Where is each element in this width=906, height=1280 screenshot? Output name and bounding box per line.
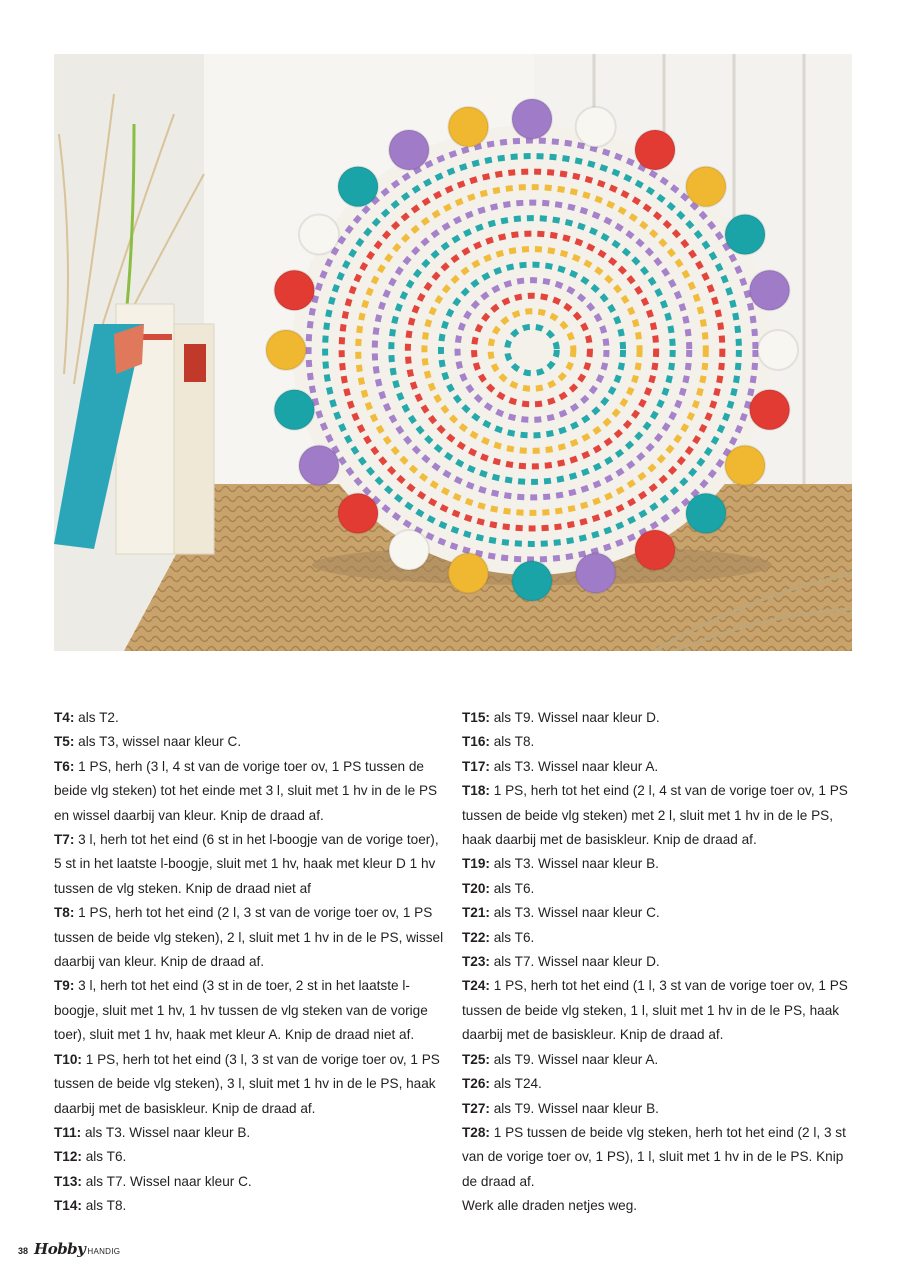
round-text: als T8. (489, 734, 535, 750)
instruction-row (54, 974, 446, 1047)
instruction-row (462, 926, 854, 950)
round-label: T12: (54, 1149, 82, 1165)
round-text: als T3. Wissel naar kleur B. (81, 1124, 251, 1140)
round-text: als T3. Wissel naar kleur C. (489, 905, 660, 921)
round-label: T11: (54, 1124, 82, 1140)
round-text: Werk alle draden netjes weg. (462, 1198, 638, 1214)
left-instructions-column (54, 706, 446, 1219)
instruction-row (54, 828, 446, 901)
round-text: 1 PS, herh tot het eind (3 l, 3 st van de vorige toer ov, 1 PS tussen de beide vlg steken), 3 l, sluit met 1 hv in de le PS, haak daarbij met de basiskleur. Knip de draad af. (54, 1051, 440, 1116)
instruction-row (462, 852, 854, 876)
instruction-row (54, 755, 446, 828)
round-text: als T3. Wissel naar kleur A. (489, 758, 659, 774)
round-label: T21: (462, 905, 490, 921)
round-label: T13: (54, 1173, 82, 1189)
round-label: T9: (54, 978, 75, 994)
instruction-row (462, 877, 854, 901)
right-instructions-column (462, 706, 854, 1219)
instruction-row (462, 1072, 854, 1096)
round-label: T28: (462, 1124, 490, 1140)
instruction-row (54, 1194, 446, 1218)
round-text: als T8. (81, 1198, 127, 1214)
round-text: als T3, wissel naar kleur C. (74, 734, 242, 750)
instruction-row (462, 950, 854, 974)
instruction-row (462, 1097, 854, 1121)
page-number: 38 (18, 1246, 29, 1256)
instruction-row (462, 974, 854, 1047)
instruction-row (462, 730, 854, 754)
round-text: 1 PS tussen de beide vlg steken, herh tot het eind (2 l, 3 st van de vorige toer ov, 1 PS), 1 l, sluit met 1 hv in de le PS. Knip de draad af. (462, 1124, 846, 1189)
instruction-row (54, 1145, 446, 1169)
round-text: als T7. Wissel naar kleur C. (81, 1173, 252, 1189)
instruction-row (54, 1048, 446, 1121)
instruction-row (462, 1121, 854, 1194)
instruction-row (462, 1048, 854, 1072)
round-label: T19: (462, 856, 490, 872)
instruction-row (54, 901, 446, 974)
instruction-row (54, 1170, 446, 1194)
round-label: T20: (462, 880, 490, 896)
instruction-row (54, 706, 446, 730)
round-text: 1 PS, herh (3 l, 4 st van de vorige toer ov, 1 PS tussen de beide vlg steken) tot het einde met 3 l, sluit met 1 hv in de le PS en wissel daarbij van kleur. Knip de draad af. (54, 758, 438, 823)
round-text: als T6. (489, 929, 535, 945)
round-label: T14: (54, 1198, 82, 1214)
pillow-illustration (54, 54, 852, 651)
round-label: T25: (462, 1051, 490, 1067)
round-text: 3 l, herh tot het eind (6 st in het l-boogje van de vorige toer), 5 st in het laatste l-boogje, sluit met 1 hv, haak met kleur D 1 hv tussen de vlg steken. Knip de draad niet af (54, 832, 439, 896)
instruction-row (54, 730, 446, 754)
instruction-row (462, 1194, 854, 1218)
round-label: T18: (462, 783, 490, 799)
round-text: 1 PS, herh tot het eind (2 l, 3 st van de vorige toer ov, 1 PS tussen de beide vlg steken), 2 l, sluit met 1 hv in de le PS, wissel daarbij van kleur. Knip de draad af. (54, 905, 444, 970)
round-text: als T6. (489, 880, 535, 896)
round-text: als T3. Wissel naar kleur B. (489, 856, 659, 872)
round-label: T8: (54, 905, 75, 921)
round-text: als T24. (489, 1076, 542, 1092)
round-text: als T7. Wissel naar kleur D. (489, 954, 660, 970)
instruction-row (54, 1121, 446, 1145)
round-label: T27: (462, 1100, 490, 1116)
page-footer (18, 1240, 120, 1260)
round-text: als T2. (74, 710, 119, 725)
round-text: als T9. Wissel naar kleur A. (489, 1051, 659, 1067)
round-text: 1 PS, herh tot het eind (2 l, 4 st van de vorige toer ov, 1 PS tussen de beide vlg steken) met 2 l, sluit met 1 hv in de le PS, haak daarbij met de basiskleur. Knip de draad af. (462, 783, 848, 848)
round-label: T10: (54, 1051, 82, 1067)
instruction-row (462, 779, 854, 852)
round-label: T7: (54, 832, 75, 848)
round-label: T4: (54, 710, 75, 725)
instruction-row (462, 755, 854, 779)
round-label: T23: (462, 954, 490, 970)
pillow-photo (54, 54, 852, 651)
round-text: als T9. Wissel naar kleur D. (489, 710, 660, 725)
instruction-row (462, 706, 854, 730)
round-text: als T6. (81, 1149, 127, 1165)
round-label: T17: (462, 758, 490, 774)
round-label: T16: (462, 734, 490, 750)
round-label: T24: (462, 978, 490, 994)
round-text: 3 l, herh tot het eind (3 st in de toer, 2 st in het laatste l-boogje, sluit met 1 hv, 1 hv tussen de vlg steken van de vorige toer), sluit met 1 hv, haak met kleur A. Knip de draad niet af. (54, 978, 428, 1043)
round-text: als T9. Wissel naar kleur B. (489, 1100, 659, 1116)
crochet-pillow (266, 99, 798, 601)
round-label: T5: (54, 734, 75, 750)
round-text: 1 PS, herh tot het eind (1 l, 3 st van de vorige toer ov, 1 PS tussen de beide vlg steken, 1 l, sluit met 1 hv in de le PS, haak daarbij met de basiskleur. Knip de draad af. (462, 978, 848, 1043)
round-label: T15: (462, 710, 490, 725)
instruction-row (462, 901, 854, 925)
magazine-logo-sub: HANDIG (87, 1247, 121, 1256)
round-label: T6: (54, 758, 75, 774)
round-label: T26: (462, 1076, 490, 1092)
magazine-logo: Hobby (34, 1240, 86, 1258)
round-label: T22: (462, 929, 490, 945)
